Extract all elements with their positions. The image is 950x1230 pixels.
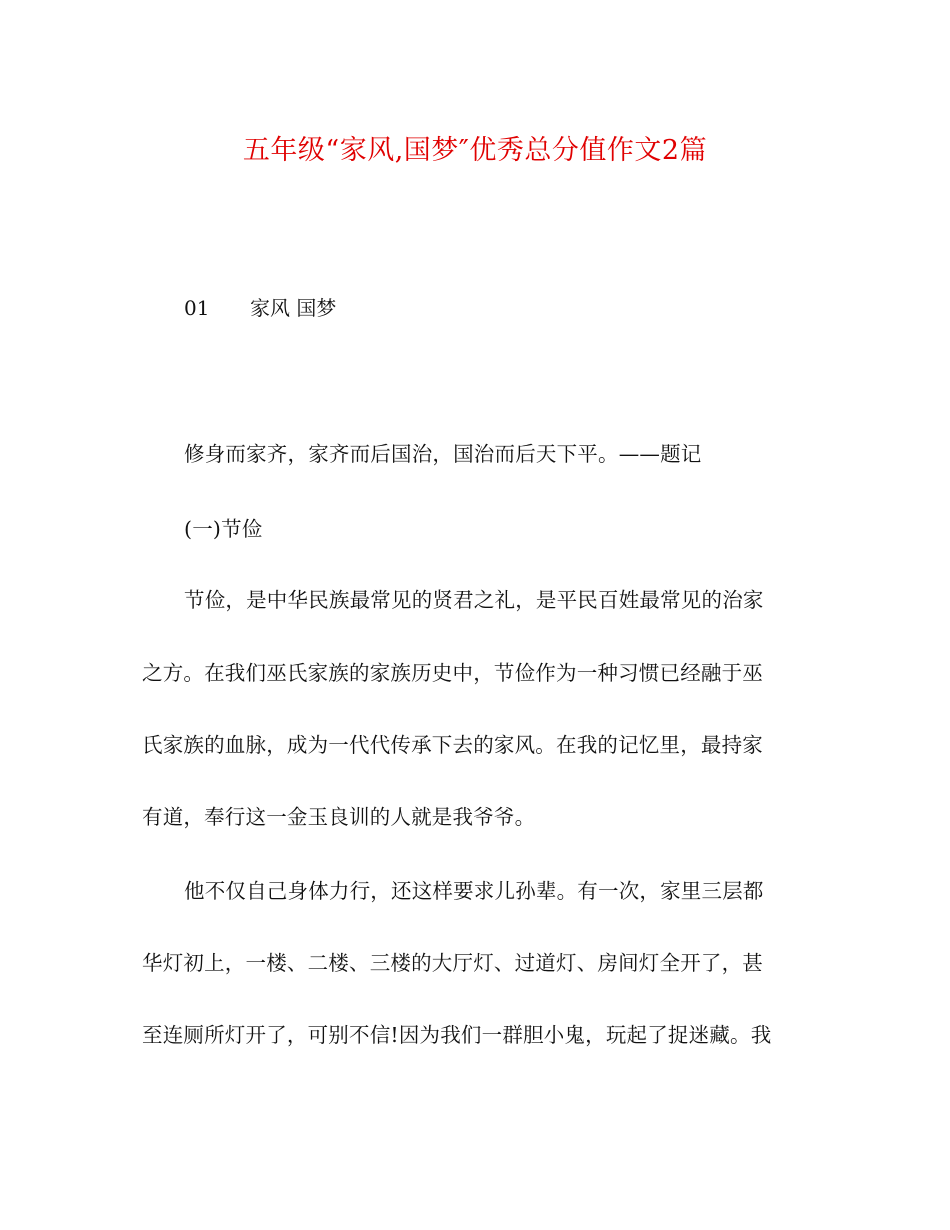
paragraph-line: 之方。在我们巫氏家族的家族历史中，节俭作为一种习惯已经融于巫 [142, 661, 763, 685]
section-number: 01 [184, 296, 210, 320]
subsection-heading: (一)节俭 [184, 517, 263, 541]
paragraph-line: 有道，奉行这一金玉良训的人就是我爷爷。 [142, 805, 536, 829]
paragraph-line: 至连厕所灯开了，可别不信!因为我们一群胆小鬼，玩起了捉迷藏。我 [142, 1023, 772, 1047]
epigraph-line: 修身而家齐，家齐而后国治，国治而后天下平。——题记 [184, 442, 702, 466]
paragraph-line: 节俭，是中华民族最常见的贤君之礼，是平民百姓最常见的治家 [184, 588, 764, 612]
paragraph-line: 他不仅自己身体力行，还这样要求儿孙辈。有一次，家里三层都 [184, 879, 764, 903]
section-heading [184, 292, 336, 321]
paragraph-line: 华灯初上，一楼、二楼、三楼的大厅灯、过道灯、房间灯全开了，甚 [142, 951, 763, 975]
section-title: 家风 国梦 [250, 296, 337, 320]
document-title: 五年级“家风,国梦″优秀总分值作文2篇 [242, 135, 708, 166]
paragraph-line: 氏家族的血脉，成为一代代传承下去的家风。在我的记忆里，最持家 [142, 733, 763, 757]
